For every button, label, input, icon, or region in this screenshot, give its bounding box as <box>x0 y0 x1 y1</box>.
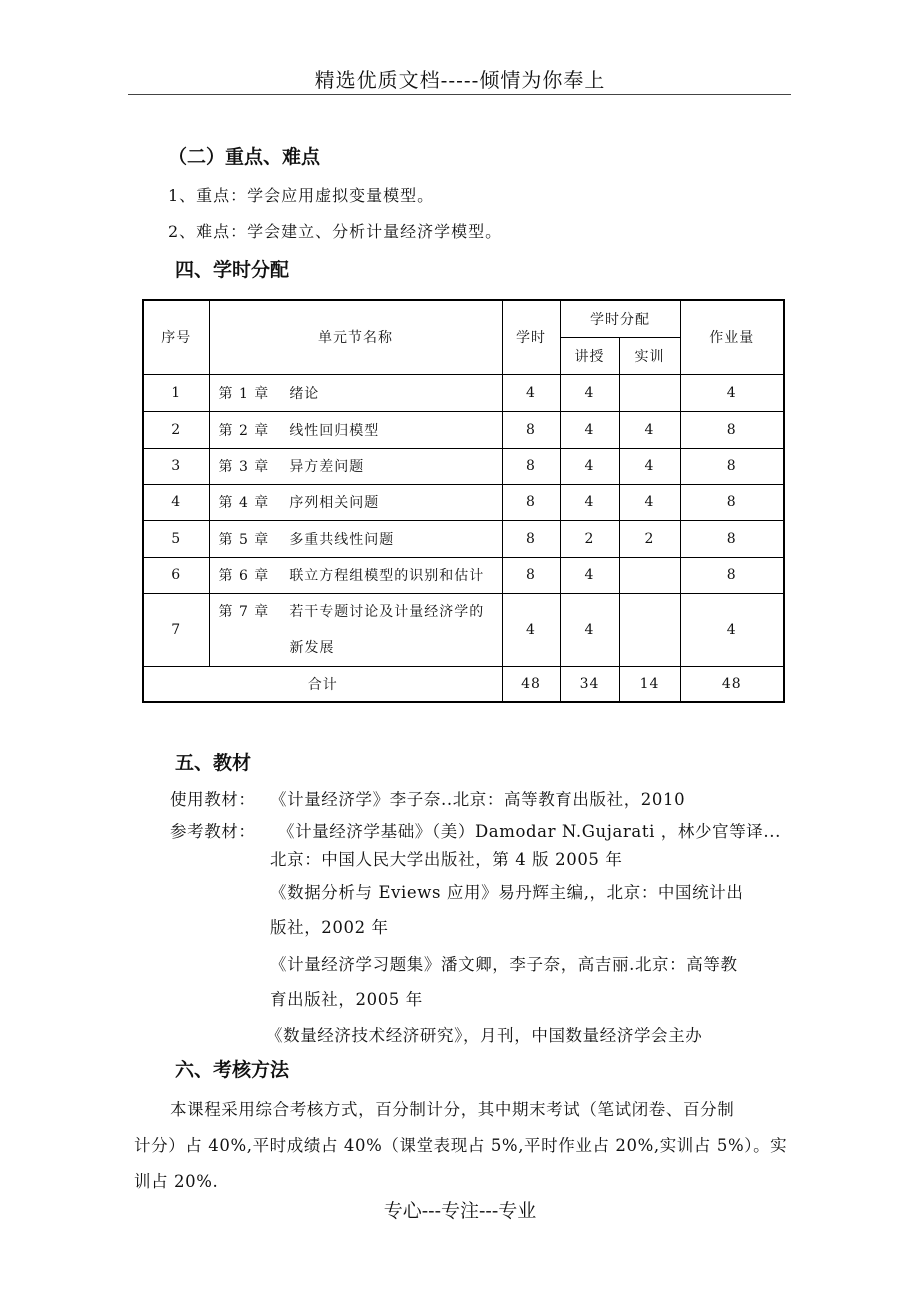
cell-lecture: 4 <box>560 411 619 448</box>
reference-item-cont: 育出版社，2005 年 <box>270 990 423 1009</box>
cell-unit <box>209 557 502 593</box>
cell-homework: 8 <box>680 520 784 557</box>
header-rule <box>128 94 791 95</box>
total-hours: 48 <box>502 666 560 702</box>
chapter-title: 若干专题讨论及计量经济学的 <box>289 603 485 620</box>
header-hours-distribution: 学时分配 <box>560 300 680 337</box>
table-row <box>143 520 784 557</box>
key-point-item: 1、重点：学会应用虚拟变量模型。 <box>168 186 435 205</box>
cell-no: 5 <box>143 520 209 557</box>
cell-no: 4 <box>143 484 209 520</box>
key-points-heading: （二）重点、难点 <box>168 146 321 168</box>
total-lecture: 34 <box>560 666 619 702</box>
header-lecture: 讲授 <box>560 337 619 374</box>
reference-item-cont: 版社，2002 年 <box>270 918 389 937</box>
cell-homework: 4 <box>680 374 784 411</box>
cell-no: 3 <box>143 448 209 484</box>
reference-item: 《数据分析与 Eviews 应用》易丹辉主编,，北京：中国统计出 <box>270 883 744 902</box>
cell-unit <box>209 374 502 411</box>
cell-hours: 8 <box>502 520 560 557</box>
cell-lecture: 4 <box>560 448 619 484</box>
cell-practice <box>619 374 680 411</box>
section6-heading: 六、考核方法 <box>175 1059 290 1081</box>
cell-practice: 4 <box>619 448 680 484</box>
chapter-title: 联立方程组模型的识别和估计 <box>289 568 485 584</box>
chapter-title-continued: 新发展 <box>289 639 335 656</box>
cell-practice <box>619 593 680 666</box>
reference-item-cont: 北京：中国人民大学出版社，第 4 版 2005 年 <box>270 850 623 869</box>
table-row <box>143 557 784 593</box>
header-practice: 实训 <box>619 337 680 374</box>
cell-lecture: 4 <box>560 374 619 411</box>
cell-hours: 8 <box>502 448 560 484</box>
chapter-number: 第 4 章 <box>218 495 270 511</box>
table-header-row <box>143 300 784 337</box>
reference-textbook-label: 参考教材： <box>170 822 256 841</box>
cell-homework: 4 <box>680 593 784 666</box>
section5-heading: 五、教材 <box>175 752 252 774</box>
hours-allocation-table <box>142 299 785 703</box>
reference-item: 《计量经济学习题集》潘文卿，李子奈，高吉丽.北京：高等教 <box>270 955 738 974</box>
total-practice: 14 <box>619 666 680 702</box>
cell-unit <box>209 411 502 448</box>
cell-hours: 4 <box>502 593 560 666</box>
chapter-title: 绪论 <box>289 385 320 402</box>
cell-lecture: 4 <box>560 593 619 666</box>
chapter-title: 多重共线性问题 <box>289 531 395 548</box>
table-row <box>143 484 784 520</box>
header-hours: 学时 <box>502 300 560 374</box>
header-no: 序号 <box>143 300 209 374</box>
cell-practice: 2 <box>619 520 680 557</box>
cell-practice: 4 <box>619 484 680 520</box>
total-homework: 48 <box>680 666 784 702</box>
table-total-row <box>143 666 784 702</box>
cell-homework: 8 <box>680 411 784 448</box>
cell-unit <box>209 520 502 557</box>
header-unit-name: 单元节名称 <box>209 300 502 374</box>
page-footer: 专心---专注---专业 <box>383 1200 537 1222</box>
cell-lecture: 2 <box>560 520 619 557</box>
used-textbook-label: 使用教材： <box>170 790 256 809</box>
table-row <box>143 374 784 411</box>
cell-homework: 8 <box>680 484 784 520</box>
cell-no: 7 <box>143 593 209 666</box>
used-textbook-text: 《计量经济学》李子奈..北京：高等教育出版社，2010 <box>270 790 686 809</box>
chapter-number: 第 2 章 <box>218 422 270 439</box>
cell-no: 6 <box>143 557 209 593</box>
cell-homework: 8 <box>680 557 784 593</box>
cell-hours: 4 <box>502 374 560 411</box>
chapter-number: 第 5 章 <box>218 531 270 548</box>
cell-no: 2 <box>143 411 209 448</box>
cell-lecture: 4 <box>560 484 619 520</box>
cell-homework: 8 <box>680 448 784 484</box>
chapter-number: 第 6 章 <box>218 568 270 584</box>
table-row <box>143 448 784 484</box>
cell-no: 1 <box>143 374 209 411</box>
section4-heading: 四、学时分配 <box>175 259 290 281</box>
cell-hours: 8 <box>502 411 560 448</box>
reference-item: 《数量经济技术经济研究》，月刊，中国数量经济学会主办 <box>266 1026 703 1045</box>
cell-unit <box>209 593 502 666</box>
chapter-title: 序列相关问题 <box>289 495 380 511</box>
assessment-line: 训占 20%. <box>134 1172 219 1191</box>
reference-item: 《计量经济学基础》（美）Damodar N.Gujarati ，林少官等译... <box>278 822 781 841</box>
cell-unit <box>209 448 502 484</box>
chapter-title: 异方差问题 <box>289 459 365 475</box>
table-row <box>143 411 784 448</box>
chapter-title: 线性回归模型 <box>289 422 380 439</box>
difficult-point-item: 2、难点：学会建立、分析计量经济学模型。 <box>168 222 503 241</box>
chapter-number: 第 7 章 <box>218 603 270 620</box>
cell-hours: 8 <box>502 557 560 593</box>
cell-practice: 4 <box>619 411 680 448</box>
table-row <box>143 593 784 666</box>
chapter-number: 第 3 章 <box>218 459 270 475</box>
assessment-line: 计分）占 40%,平时成绩占 40%（课堂表现占 5%,平时作业占 20%,实训占 5%）。实 <box>134 1136 788 1155</box>
page-header-title: 精选优质文档-----倾情为你奉上 <box>314 68 606 92</box>
cell-unit <box>209 484 502 520</box>
total-label: 合计 <box>143 666 502 702</box>
cell-practice <box>619 557 680 593</box>
cell-hours: 8 <box>502 484 560 520</box>
cell-lecture: 4 <box>560 557 619 593</box>
assessment-line: 本课程采用综合考核方式，百分制计分，其中期末考试（笔试闭卷、百分制 <box>170 1100 735 1119</box>
chapter-number: 第 1 章 <box>218 385 270 402</box>
header-homework: 作业量 <box>680 300 784 374</box>
